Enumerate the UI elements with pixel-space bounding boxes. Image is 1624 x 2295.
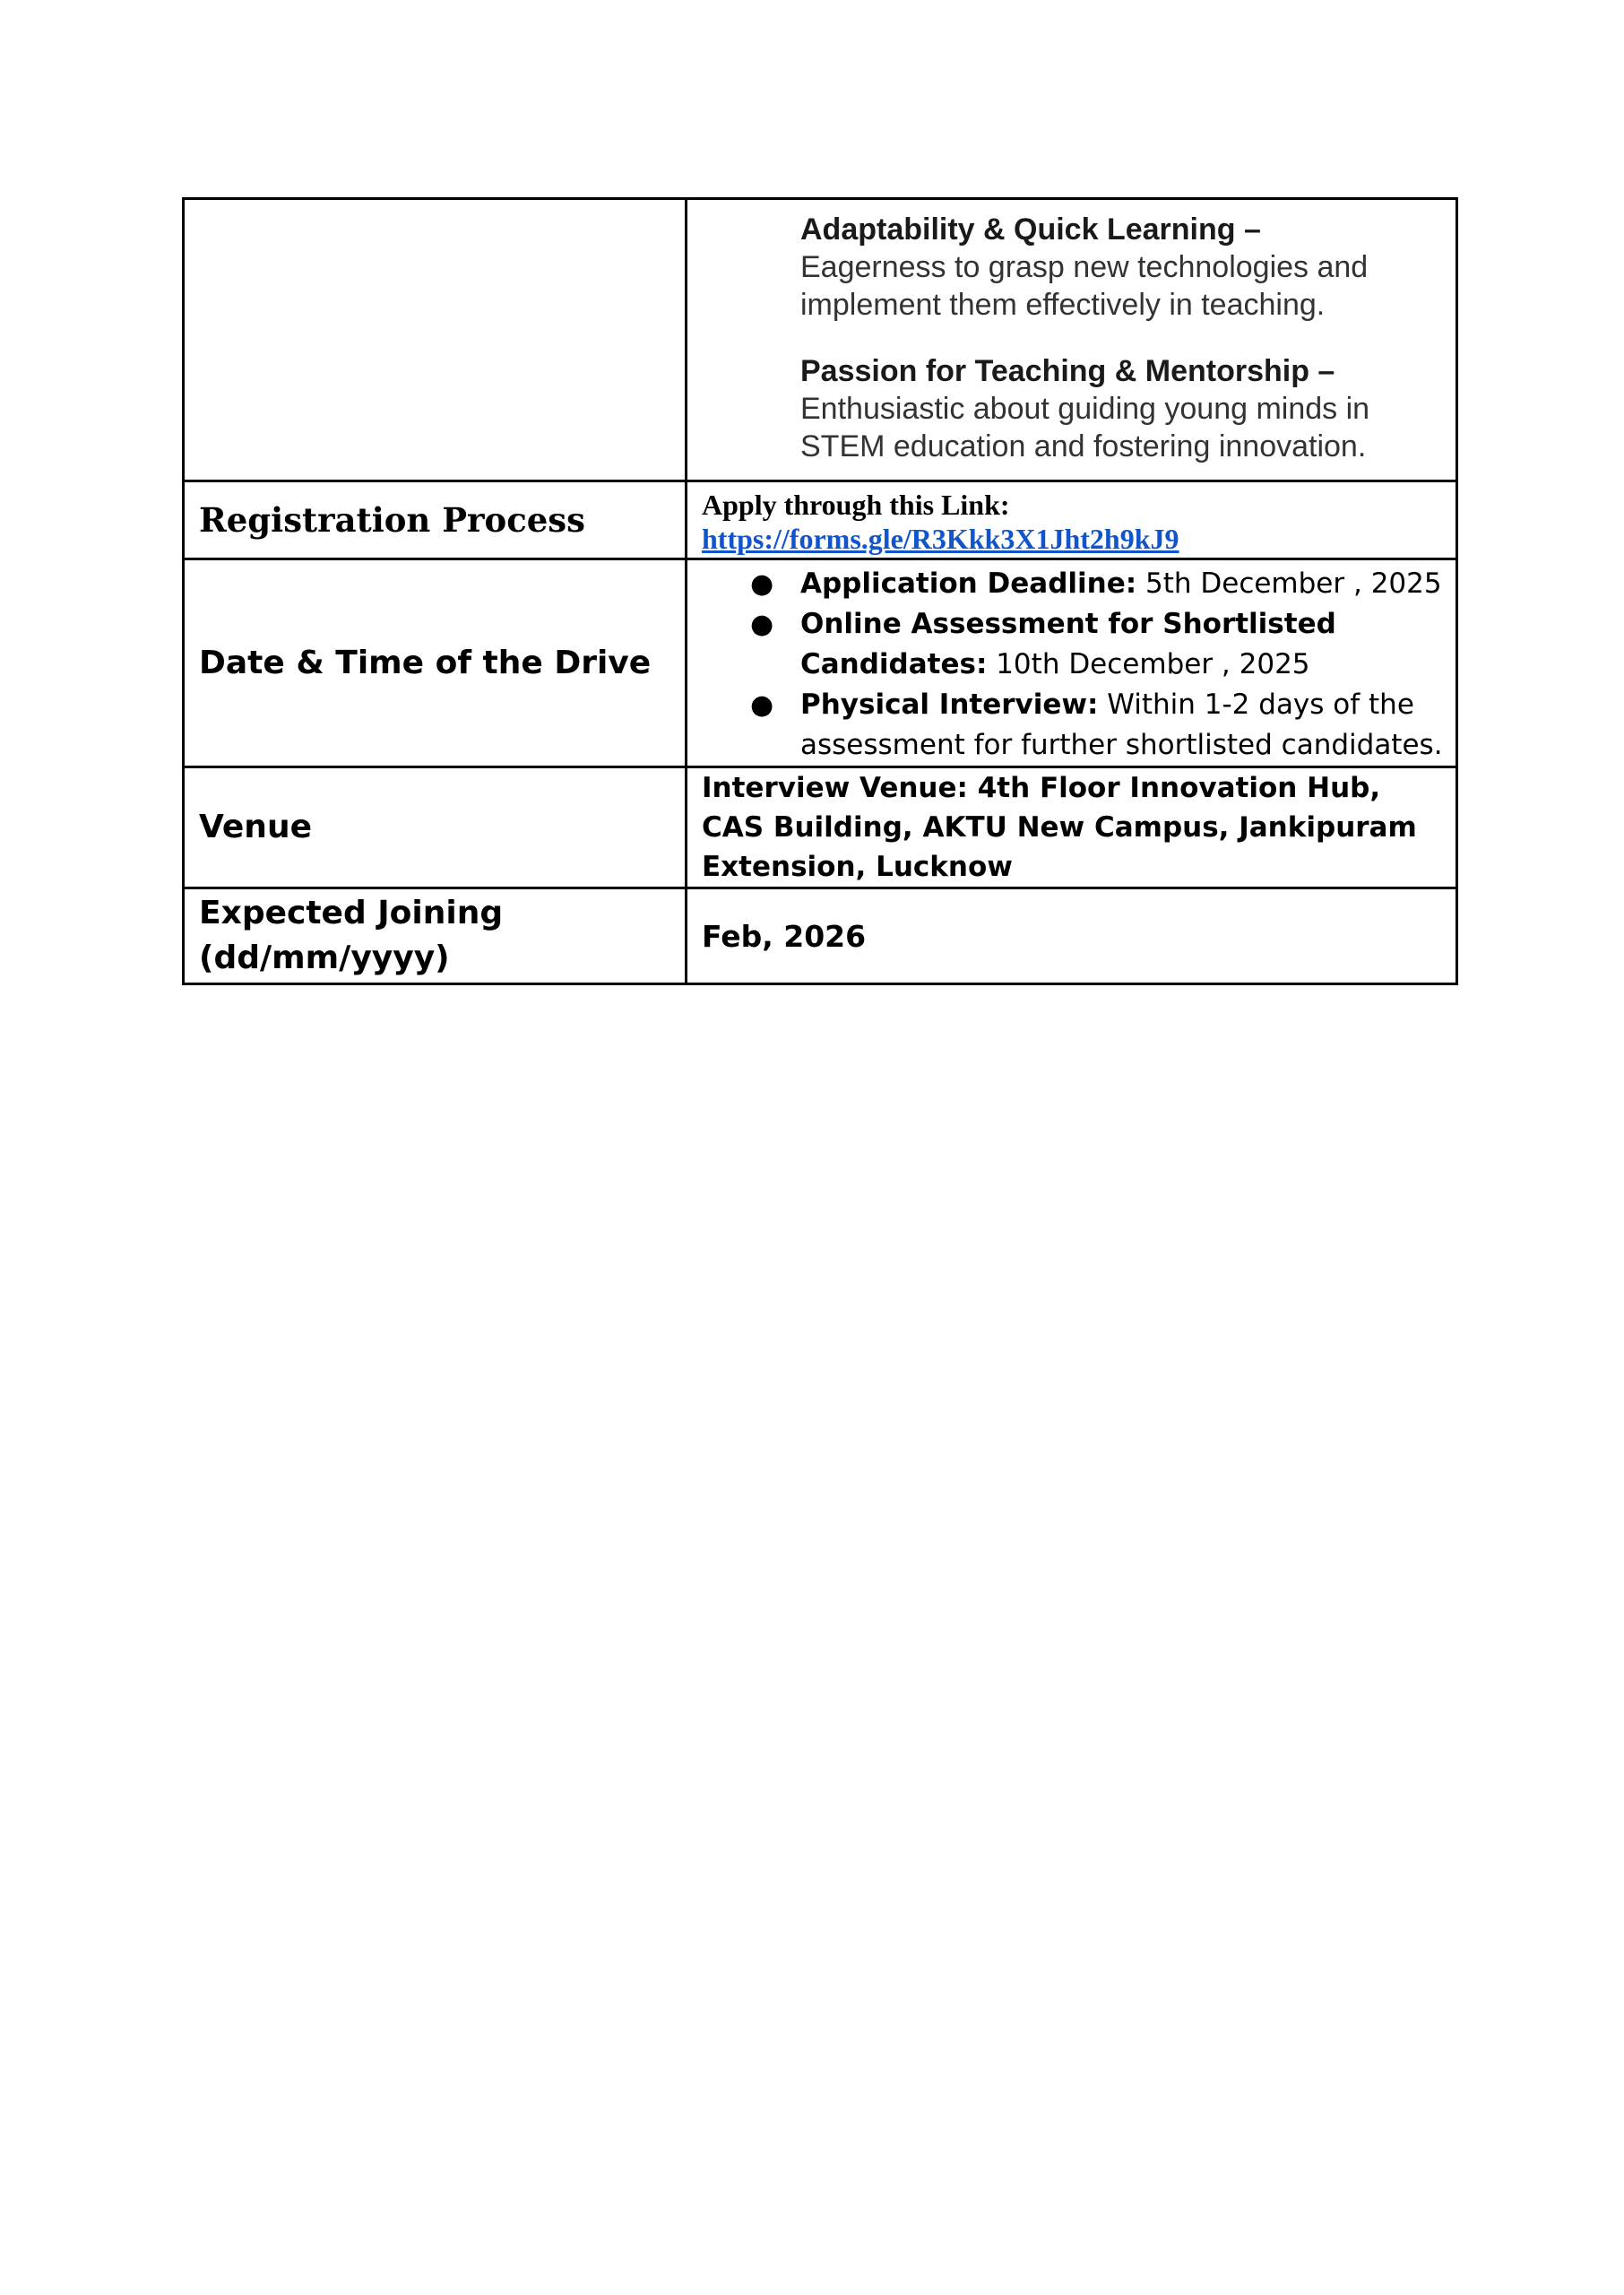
drive-dates-row bbox=[184, 559, 1457, 767]
item-value: Within 1-2 days of the assessment for further shortlisted candidates. bbox=[800, 688, 1443, 761]
venue-row bbox=[184, 767, 1457, 888]
registration-cell bbox=[687, 481, 1457, 559]
venue-cell bbox=[687, 767, 1457, 888]
list-item bbox=[750, 685, 1447, 766]
venue-label: Venue bbox=[184, 767, 687, 888]
quality-title: Passion for Teaching & Mentorship – bbox=[800, 353, 1335, 388]
item-value: 10th December , 2025 bbox=[987, 648, 1310, 680]
list-item bbox=[750, 564, 1447, 604]
registration-row bbox=[184, 481, 1457, 559]
quality-title: Adaptability & Quick Learning – bbox=[800, 212, 1261, 247]
item-value: 5th December , 2025 bbox=[1136, 567, 1442, 600]
venue-text: Interview Venue: 4th Floor Innovation Hub, CAS Building, AKTU New Campus, Jankipuram Extension, Lucknow bbox=[702, 772, 1417, 883]
joining-value: Feb, 2026 bbox=[702, 918, 867, 954]
bullet-icon: ● bbox=[750, 609, 774, 640]
quality-description: Enthusiastic about guiding young minds in STEM education and fostering innovation. bbox=[800, 391, 1370, 463]
joining-label: Expected Joining (dd/mm/yyyy) bbox=[184, 888, 687, 984]
quality-passion bbox=[800, 352, 1438, 465]
joining-cell bbox=[687, 888, 1457, 984]
drive-dates-list bbox=[687, 560, 1456, 766]
quality-adaptability bbox=[800, 211, 1438, 324]
joining-row bbox=[184, 888, 1457, 984]
qualities-label-cell bbox=[184, 199, 687, 481]
registration-link[interactable]: https://forms.gle/R3Kkk3X1Jht2h9kJ9 bbox=[702, 523, 1179, 555]
apply-text: Apply through this Link: bbox=[702, 489, 1010, 521]
item-label: Application Deadline: bbox=[800, 567, 1137, 600]
qualities-row bbox=[184, 199, 1457, 481]
drive-label: Date & Time of the Drive bbox=[184, 559, 687, 767]
details-table bbox=[182, 197, 1458, 985]
bullet-icon: ● bbox=[750, 568, 774, 600]
list-item bbox=[750, 604, 1447, 685]
registration-label: Registration Process bbox=[184, 481, 687, 559]
drive-dates-cell bbox=[687, 559, 1457, 767]
item-label: Physical Interview: bbox=[800, 688, 1099, 721]
qualities-cell bbox=[687, 199, 1457, 481]
quality-description: Eagerness to grasp new technologies and implement them effectively in teaching. bbox=[800, 249, 1369, 322]
item-label: Online Assessment for Shortlisted Candidates: bbox=[800, 608, 1336, 680]
bullet-icon: ● bbox=[750, 689, 774, 721]
